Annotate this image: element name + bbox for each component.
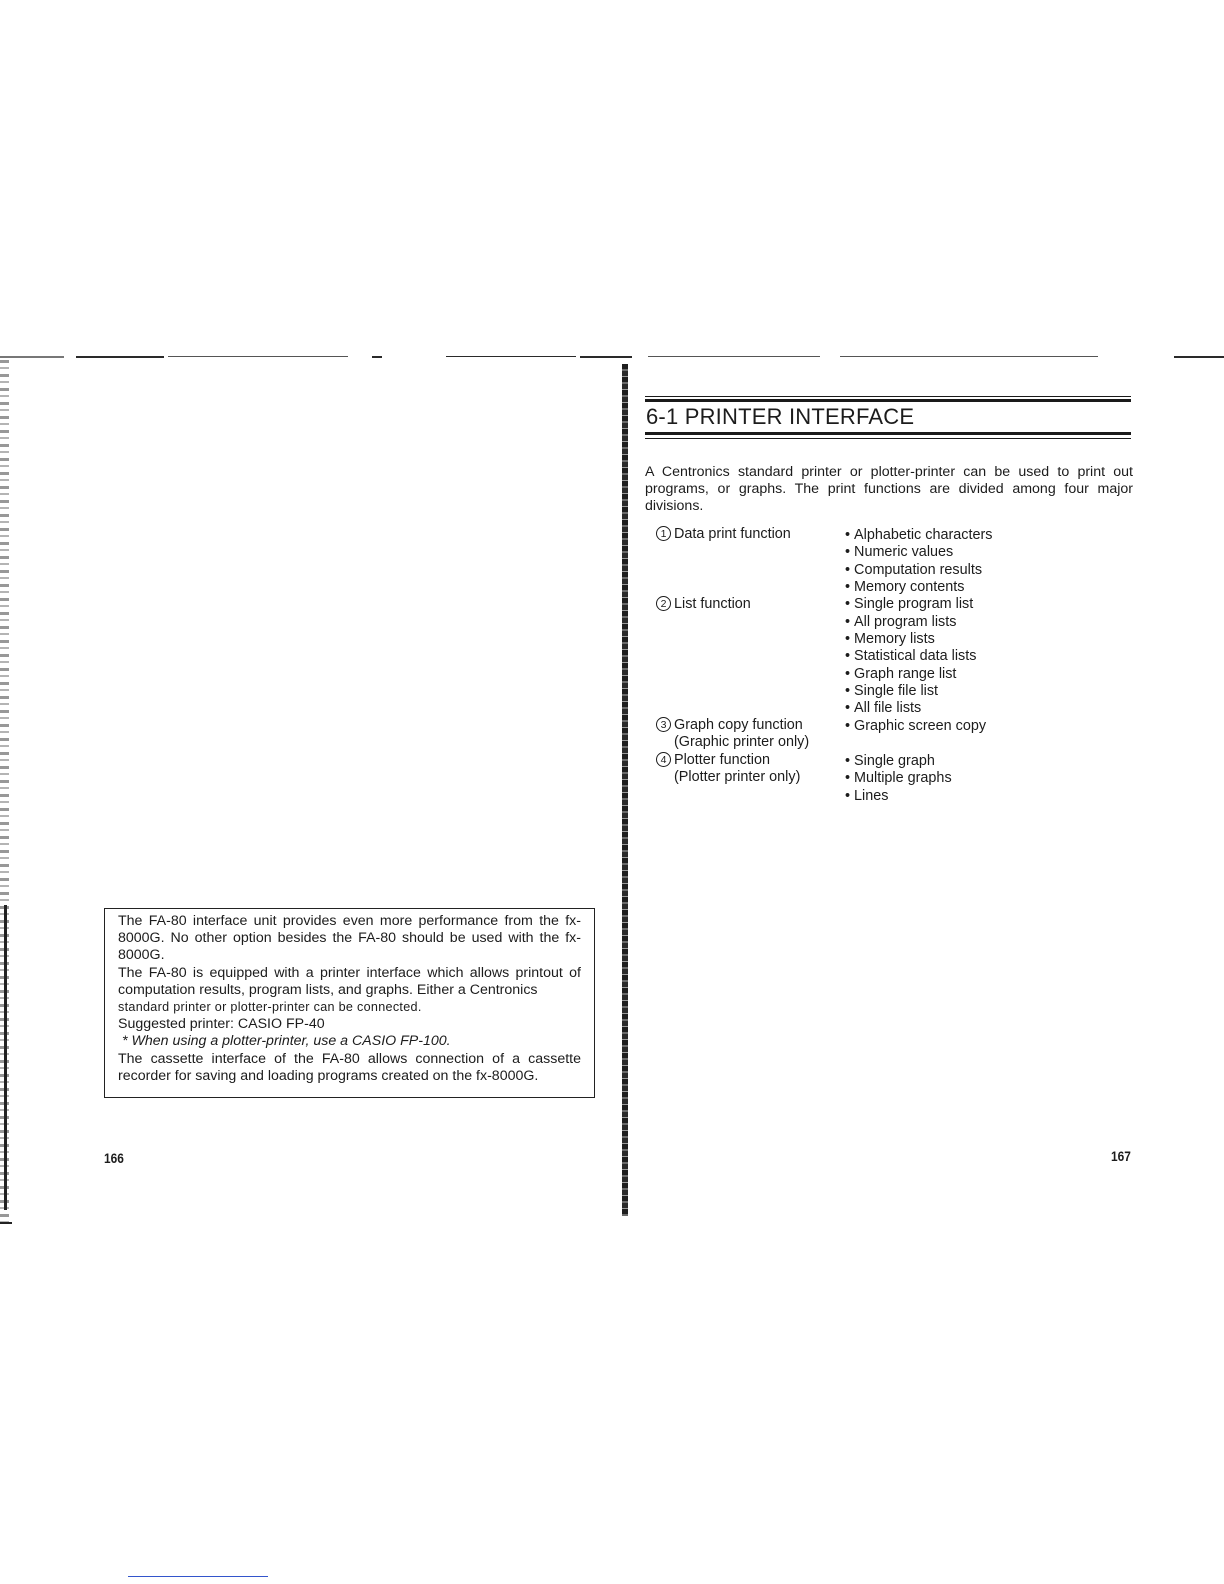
list-item: • Single file list bbox=[845, 683, 992, 700]
circled-number: 3 bbox=[656, 717, 671, 732]
list-item: • Statistical data lists bbox=[845, 648, 992, 665]
scan-bottom-line bbox=[128, 1576, 268, 1577]
book-spine bbox=[622, 364, 628, 1216]
list-item: • Alphabetic characters bbox=[845, 527, 992, 544]
function-label: Plotter function bbox=[674, 752, 770, 768]
list-item: • Memory lists bbox=[845, 631, 992, 648]
section-heading: 6-1 PRINTER INTERFACE bbox=[646, 404, 915, 429]
heading-rule-top-thin bbox=[645, 396, 1131, 397]
list-item: • Single graph bbox=[845, 753, 952, 770]
note-paragraph-cassette: The cassette interface of the FA-80 allows connection of a cassette recorder for saving and loading programs created on the fx-8000G. bbox=[118, 1050, 581, 1084]
list-item: • All program lists bbox=[845, 614, 992, 631]
list-item: • Single program list bbox=[845, 596, 992, 613]
list-item: • Multiple graphs bbox=[845, 770, 952, 787]
scan-left-corner bbox=[0, 1222, 12, 1224]
function-graph-copy bbox=[656, 717, 809, 752]
list-item: • Graph range list bbox=[845, 666, 992, 683]
scan-left-edge-shadow bbox=[4, 905, 7, 1210]
scan-top-edge bbox=[0, 354, 1224, 360]
function-label: List function bbox=[674, 596, 751, 612]
function-sublabel: (Graphic printer only) bbox=[674, 734, 810, 751]
list-item: • All file lists bbox=[845, 700, 992, 717]
list-item: • Computation results bbox=[845, 562, 992, 579]
circled-number: 2 bbox=[656, 596, 671, 611]
fa80-note-box bbox=[104, 908, 595, 1098]
function-label: Graph copy function bbox=[674, 717, 803, 733]
circled-number: 1 bbox=[656, 526, 671, 541]
intro-paragraph: A Centronics standard printer or plotter-printer can be used to print out programs, or graphs. The print functions are divided among four major divisions. bbox=[645, 464, 1133, 514]
heading-rule-top bbox=[645, 399, 1131, 402]
heading-rule-bottom bbox=[645, 432, 1131, 435]
note-paragraph-printer: The FA-80 is equipped with a printer interface which allows printout of computation results, program lists, and graphs. Either a Centronics bbox=[118, 964, 581, 998]
circled-number: 4 bbox=[656, 752, 671, 767]
page-number-right: 167 bbox=[1111, 1148, 1131, 1164]
function-list bbox=[656, 596, 751, 613]
list-item: • Graphic screen copy bbox=[845, 718, 992, 735]
function-data-print bbox=[656, 526, 791, 543]
note-suggested-printer: Suggested printer: CASIO FP-40 bbox=[118, 1016, 325, 1033]
plotter-items bbox=[845, 753, 952, 805]
heading-rule-bottom-thin bbox=[645, 438, 1131, 439]
function-plotter bbox=[656, 752, 800, 787]
list-item: • Memory contents bbox=[845, 579, 992, 596]
note-plotter-remark: * When using a plotter-printer, use a CASIO FP-100. bbox=[122, 1033, 451, 1050]
data-print-items bbox=[845, 527, 992, 735]
list-item: • Lines bbox=[845, 788, 952, 805]
list-item: • Numeric values bbox=[845, 544, 992, 561]
function-sublabel: (Plotter printer only) bbox=[674, 769, 801, 786]
function-label: Data print function bbox=[674, 526, 791, 542]
note-paragraph-printer-cont: standard printer or plotter-printer can be connected. bbox=[118, 1000, 422, 1015]
note-paragraph-intro: The FA-80 interface unit provides even more performance from the fx-8000G. No other option besides the FA-80 should be used with the fx-8000G. bbox=[118, 913, 581, 964]
page-number-left: 166 bbox=[104, 1150, 124, 1166]
